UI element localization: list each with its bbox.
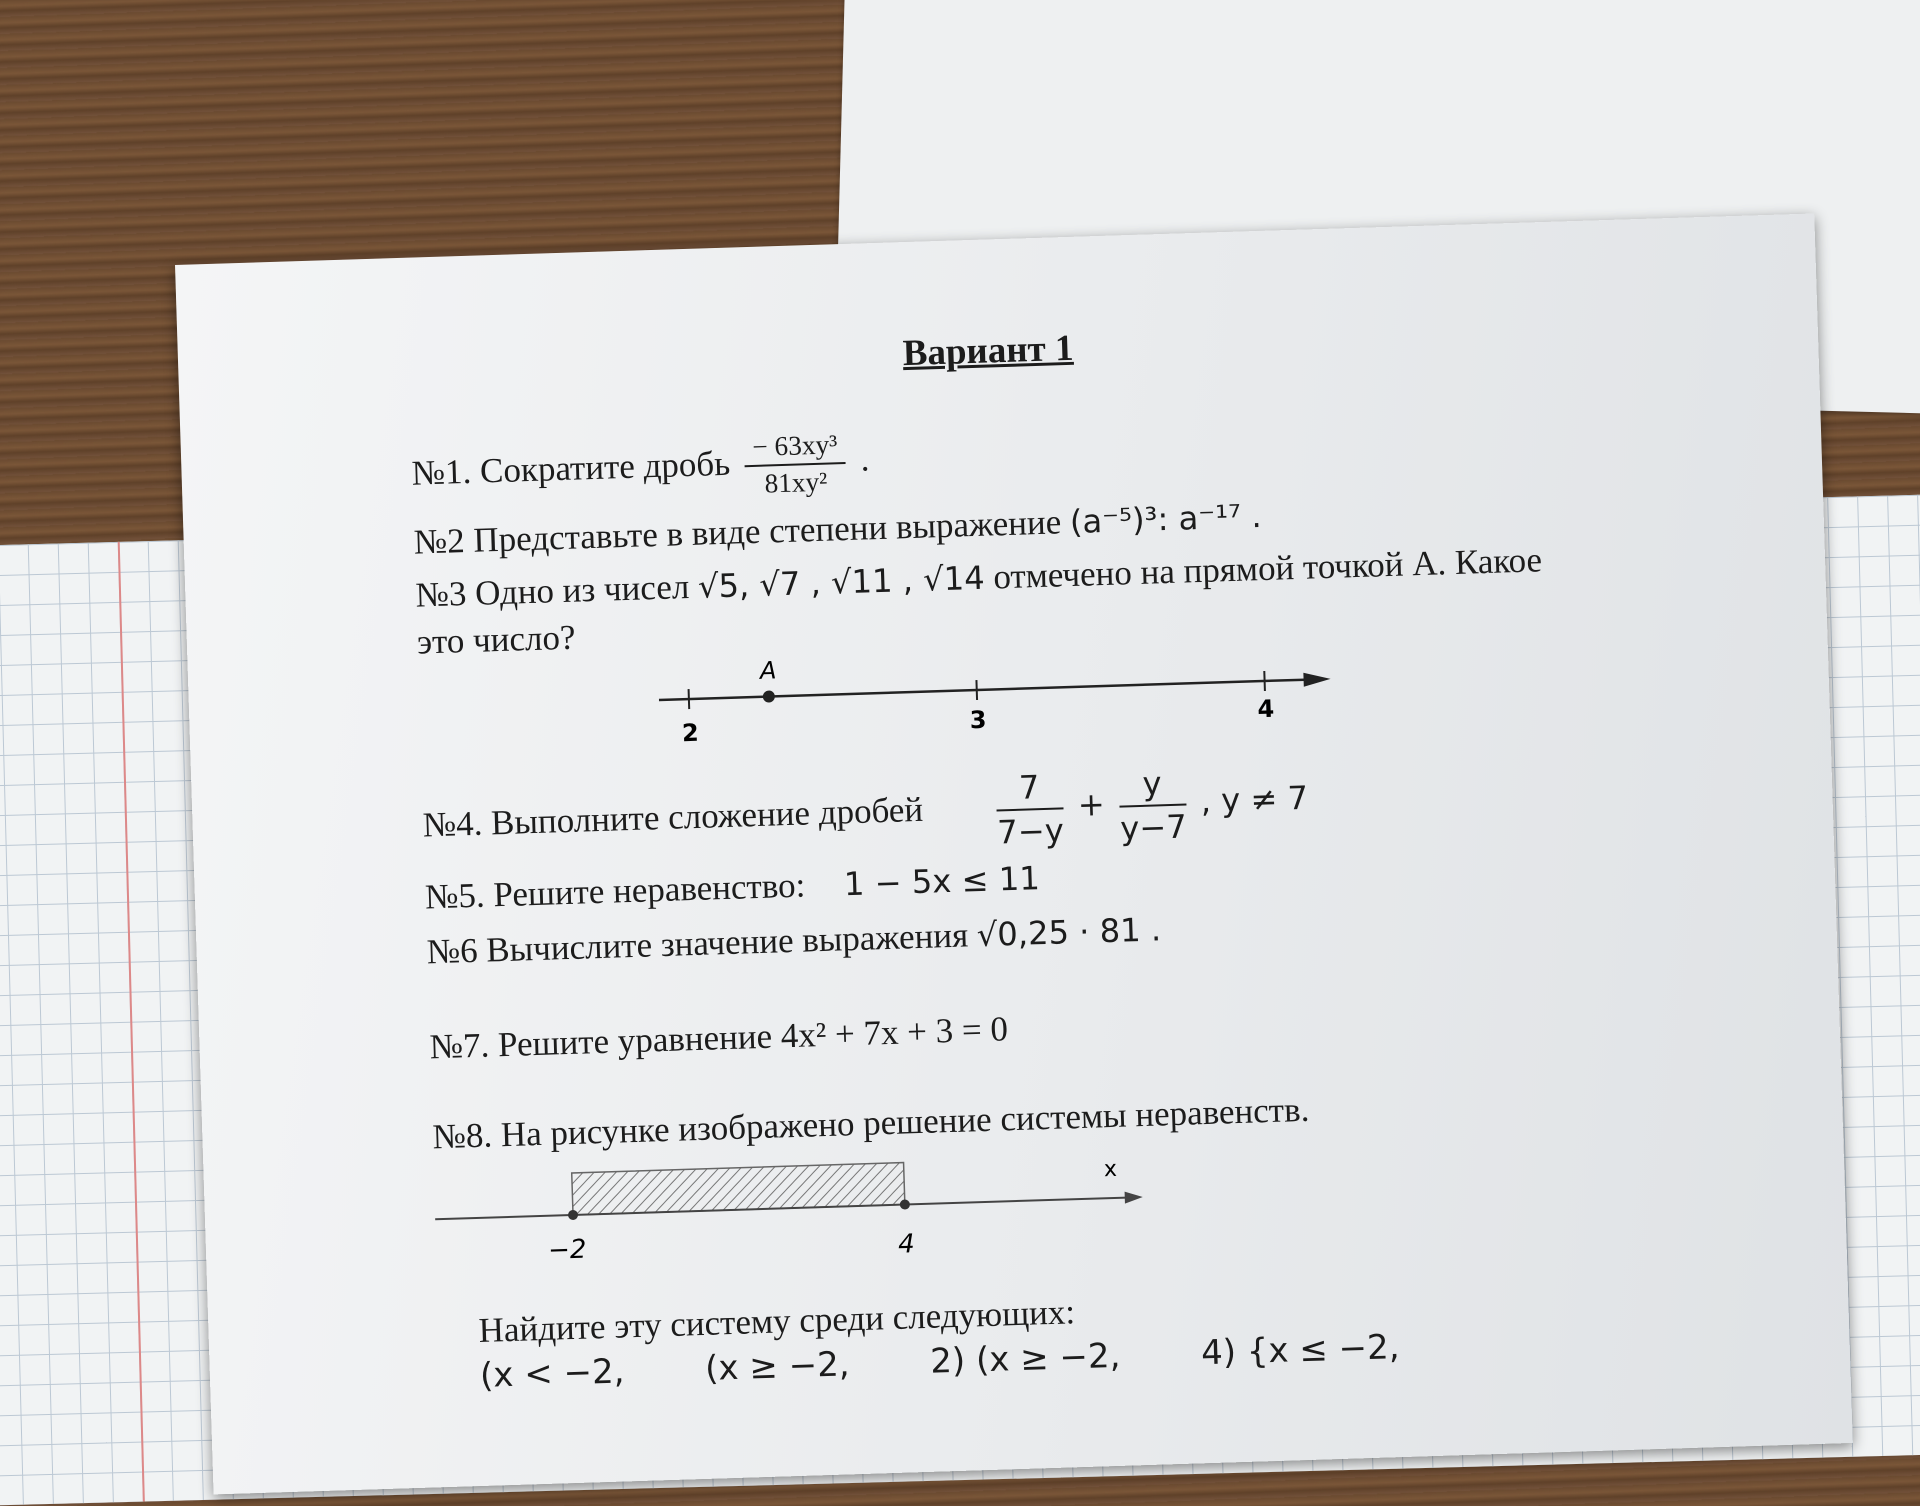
- task-7: [429, 1009, 1008, 1067]
- task-4-label: №4. Выполните сложение дробей: [422, 789, 924, 845]
- fraction-1-numerator: 7: [995, 767, 1063, 811]
- task-1-label: №1. Сократите дробь: [411, 443, 731, 493]
- tick-4: [1264, 671, 1265, 691]
- fraction-2-denominator: y−7: [1119, 807, 1188, 848]
- task-5-expression: 1 − 5x ≤ 11: [843, 859, 1041, 904]
- task-6-expression: √0,25 · 81 .: [976, 910, 1162, 955]
- task-6: [426, 909, 1162, 972]
- task-1-fraction: [744, 429, 847, 500]
- fraction-numerator: − 63xy³: [744, 429, 846, 467]
- task-4-fraction-2: [1118, 764, 1187, 848]
- task-3-tail: отмечено на прямой точкой A. Какое: [992, 540, 1543, 597]
- fraction-2-numerator: y: [1118, 764, 1186, 808]
- tick-label-3: 3: [969, 705, 987, 735]
- task-3-question: это число?: [416, 617, 576, 662]
- task-4-fraction-1: [995, 767, 1064, 851]
- number-line-2-arrow: [1125, 1191, 1143, 1204]
- tick-3: [976, 680, 977, 700]
- tick-label-2: 2: [681, 718, 700, 748]
- worksheet-content: [408, 307, 1707, 1396]
- task-2-label: №2 Представьте в виде степени выражение: [413, 502, 1062, 562]
- tick-label-4: 4: [1257, 694, 1275, 724]
- point-a: [763, 690, 775, 702]
- tick-label-minus-2: −2: [547, 1234, 587, 1266]
- task-7-label: №7. Решите уравнение: [429, 1016, 773, 1067]
- task-1: [411, 428, 871, 510]
- number-line-1-axis: [659, 679, 1314, 700]
- task-4-condition: , y ≠ 7: [1200, 778, 1309, 821]
- axis-label-x: x: [1103, 1156, 1118, 1183]
- tick-label-4b: 4: [897, 1229, 916, 1260]
- number-line-2: [433, 1145, 1157, 1298]
- task-6-label: №6 Вычислите значение выражения: [426, 915, 969, 972]
- variant-title: Вариант 1: [902, 327, 1075, 375]
- plus-sign: +: [1077, 785, 1106, 824]
- option-1: (x < −2,: [479, 1351, 626, 1396]
- number-line-1-arrow: [1303, 672, 1330, 687]
- option-4: 4) {x ≤ −2,: [1200, 1327, 1401, 1374]
- fraction-1-denominator: 7−y: [996, 811, 1065, 852]
- number-line-1: [658, 639, 1340, 750]
- option-3: 2) (x ≥ −2,: [929, 1335, 1121, 1382]
- fraction-denominator: 81xy²: [764, 466, 828, 499]
- option-2: (x ≥ −2,: [704, 1344, 851, 1389]
- task-5-label: №5. Решите неравенство:: [424, 865, 806, 917]
- task-8: №8. На рисунке изображено решение системы неравенств.: [431, 1089, 1310, 1157]
- task-5: [424, 858, 1040, 917]
- find-system-prompt: Найдите эту систему среди следующих:: [478, 1292, 1076, 1350]
- worksheet: [175, 213, 1853, 1494]
- task-3-numbers: √5, √7 , √11 , √14: [697, 558, 986, 606]
- task-4: [422, 760, 1310, 870]
- point-a-label: A: [759, 656, 777, 685]
- task-7-expression: 4x² + 7x + 3 = 0: [780, 1009, 1009, 1056]
- task-1-tail: .: [859, 439, 870, 479]
- task-3-label: №3 Одно из чисел: [414, 567, 690, 615]
- tick-2: [689, 689, 690, 709]
- task-2-expression: (a⁻⁵)³: a⁻¹⁷ .: [1069, 497, 1263, 542]
